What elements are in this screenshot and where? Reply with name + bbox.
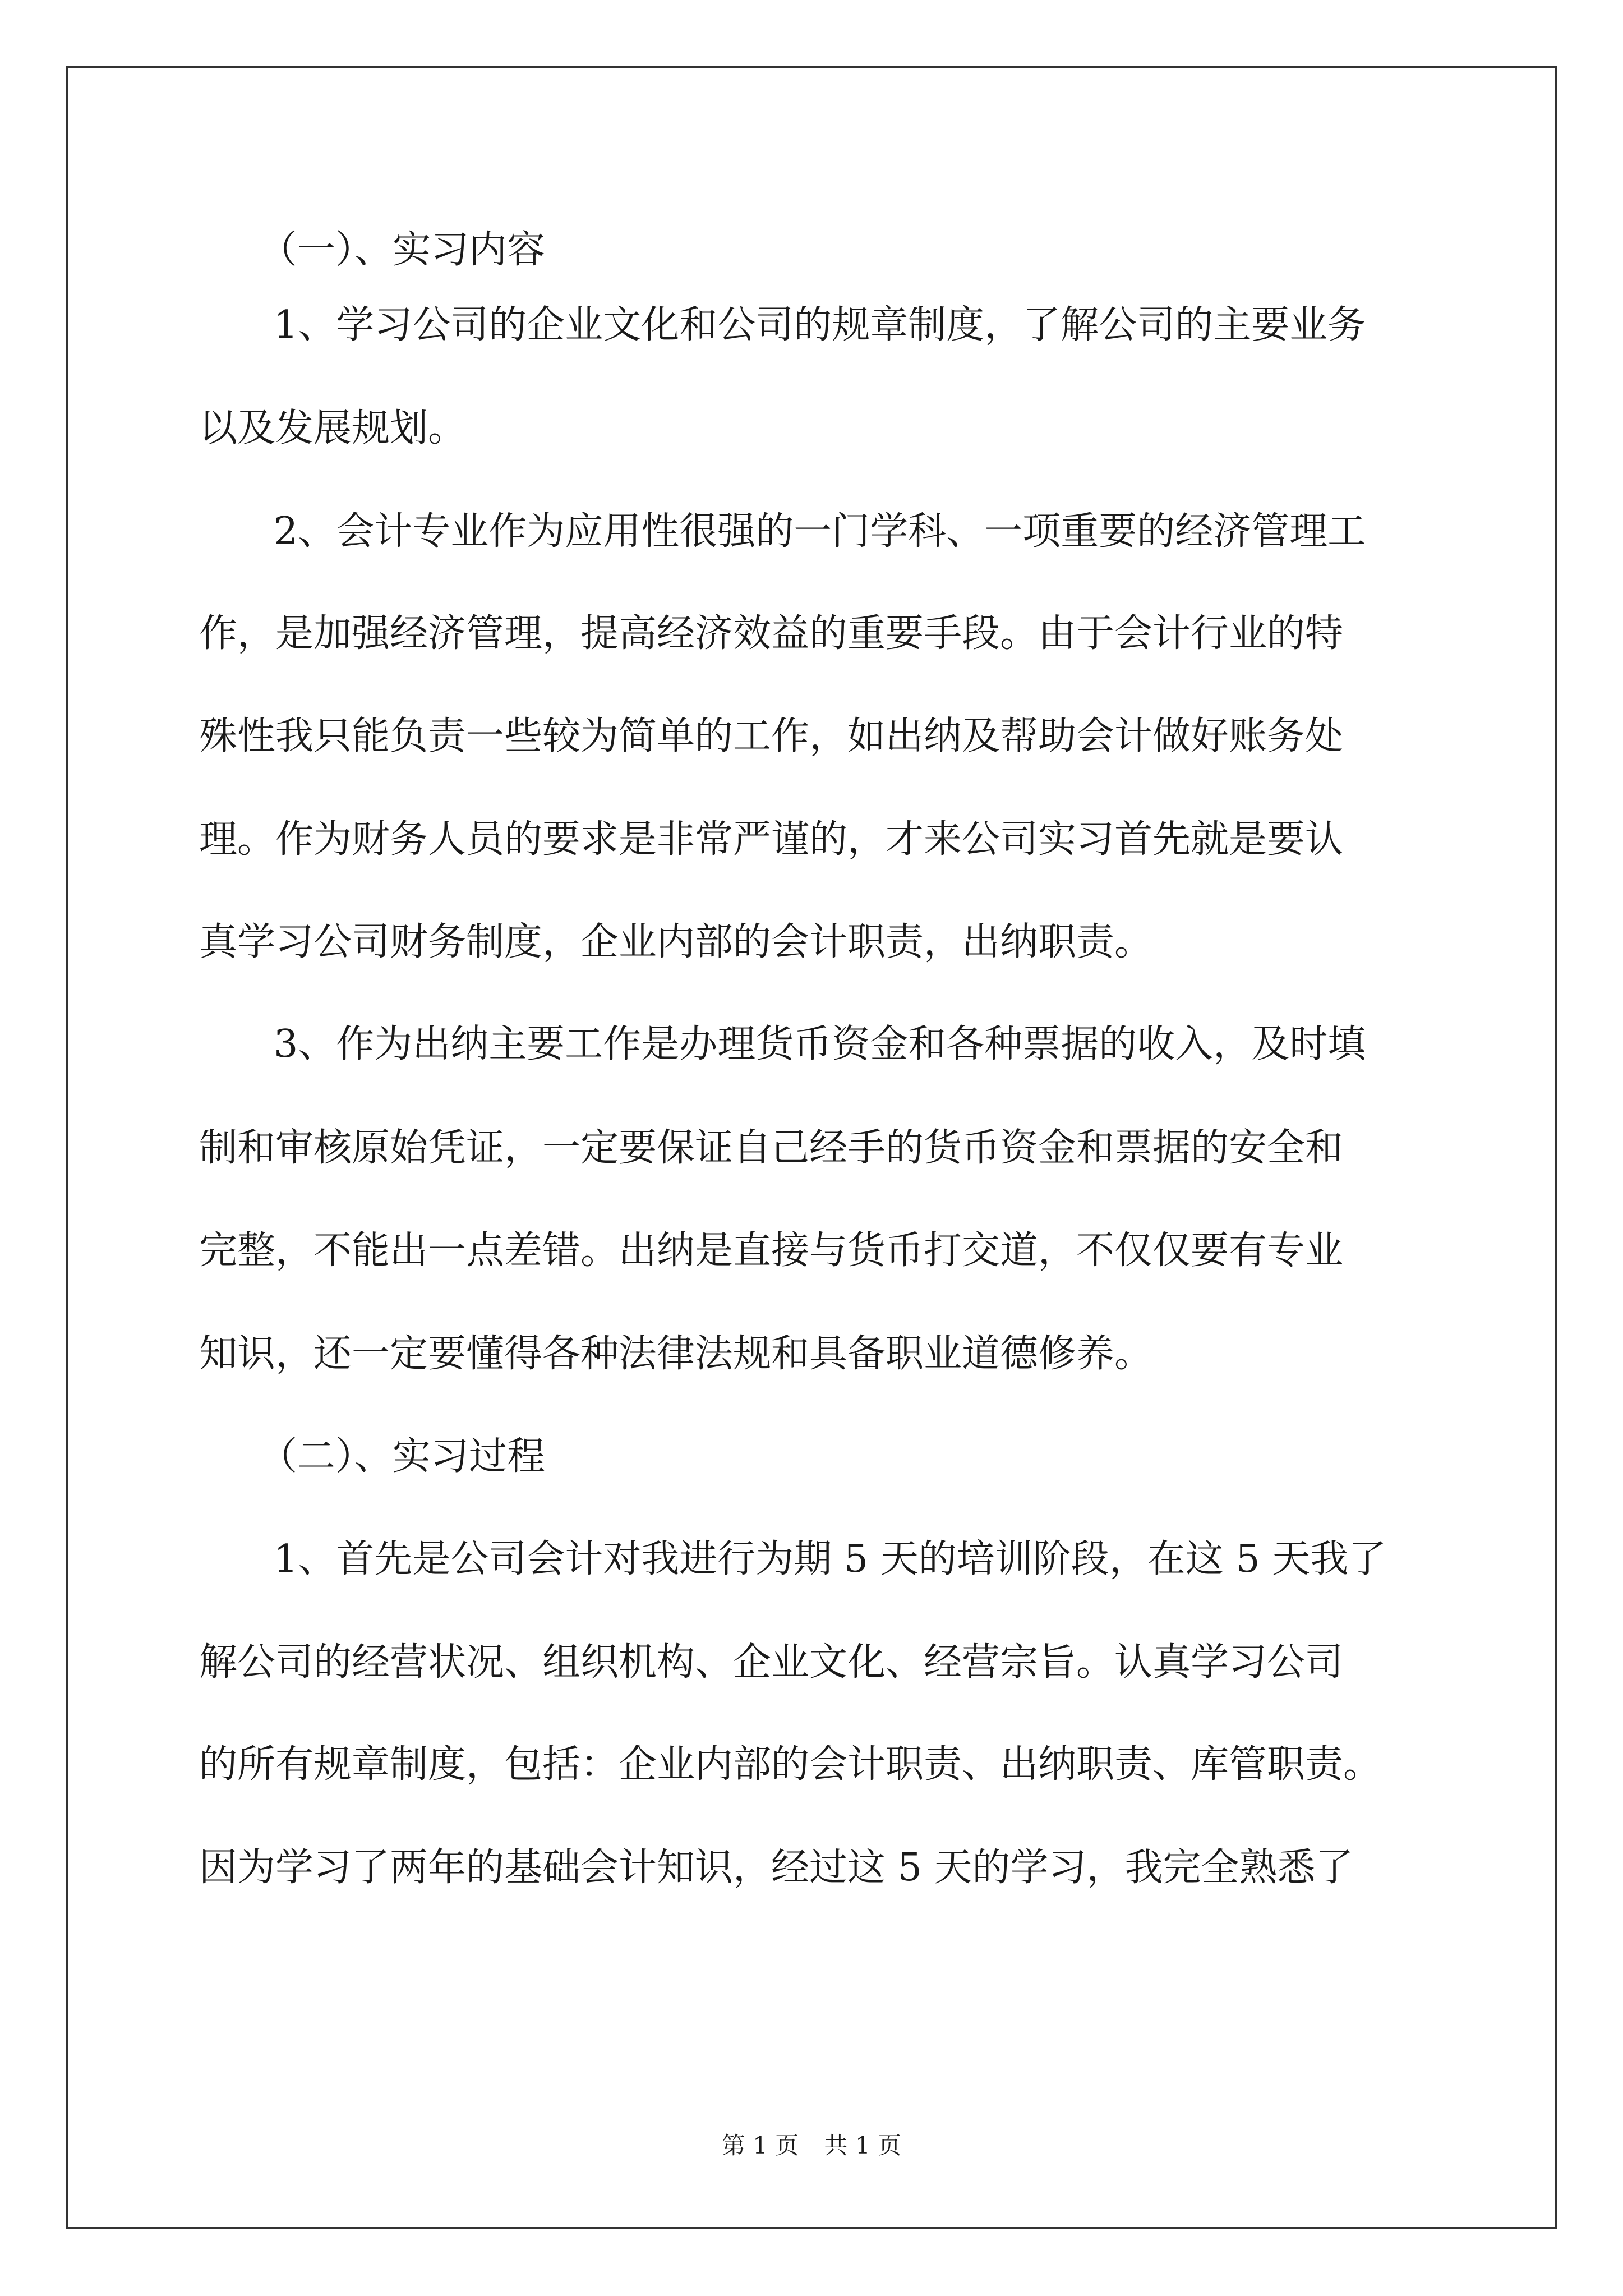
paragraph-line: 理。作为财务人员的要求是非常严谨的，才来公司实习首先就是要认 (199, 817, 1344, 862)
page-number: 第 1 页 (721, 2132, 799, 2159)
section-heading-content: （一）、实习内容 (259, 228, 546, 272)
paragraph-line: 真学习公司财务制度，企业内部的会计职责，出纳职责。 (199, 920, 1153, 964)
paragraph-line: 3、作为出纳主要工作是办理货币资金和各种票据的收入，及时填 (274, 1022, 1366, 1066)
paragraph-line: 殊性我只能负责一些较为简单的工作，如出纳及帮助会计做好账务处 (199, 714, 1344, 758)
paragraph-line: 以及发展规划。 (199, 406, 467, 450)
paragraph-line: 完整，不能出一点差错。出纳是直接与货币打交道，不仅仅要有专业 (199, 1228, 1344, 1273)
paragraph-line: 2、会计专业作为应用性很强的一门学科、一项重要的经济管理工 (274, 509, 1366, 554)
paragraph-line: 1、首先是公司会计对我进行为期 5 天的培训阶段，在这 5 天我了 (274, 1537, 1387, 1581)
paragraph-line: 知识，还一定要懂得各种法律法规和具备职业道德修养。 (199, 1332, 1153, 1376)
section-heading-process: （二）、实习过程 (259, 1434, 546, 1479)
paragraph-line: 作，是加强经济管理，提高经济效益的重要手段。由于会计行业的特 (199, 611, 1344, 656)
paragraph-line: 制和审核原始凭证，一定要保证自己经手的货币资金和票据的安全和 (199, 1126, 1344, 1170)
paragraph-line: 因为学习了两年的基础会计知识，经过这 5 天的学习，我完全熟悉了 (199, 1846, 1354, 1890)
paragraph-line: 解公司的经营状况、组织机构、企业文化、经营宗旨。认真学习公司 (199, 1640, 1344, 1685)
page-footer (0, 2132, 1623, 2160)
paragraph-line: 的所有规章制度，包括：企业内部的会计职责、出纳职责、库管职责。 (199, 1742, 1382, 1787)
paragraph-line: 1、学习公司的企业文化和公司的规章制度，了解公司的主要业务 (274, 303, 1366, 347)
page-total: 共 1 页 (824, 2132, 902, 2159)
